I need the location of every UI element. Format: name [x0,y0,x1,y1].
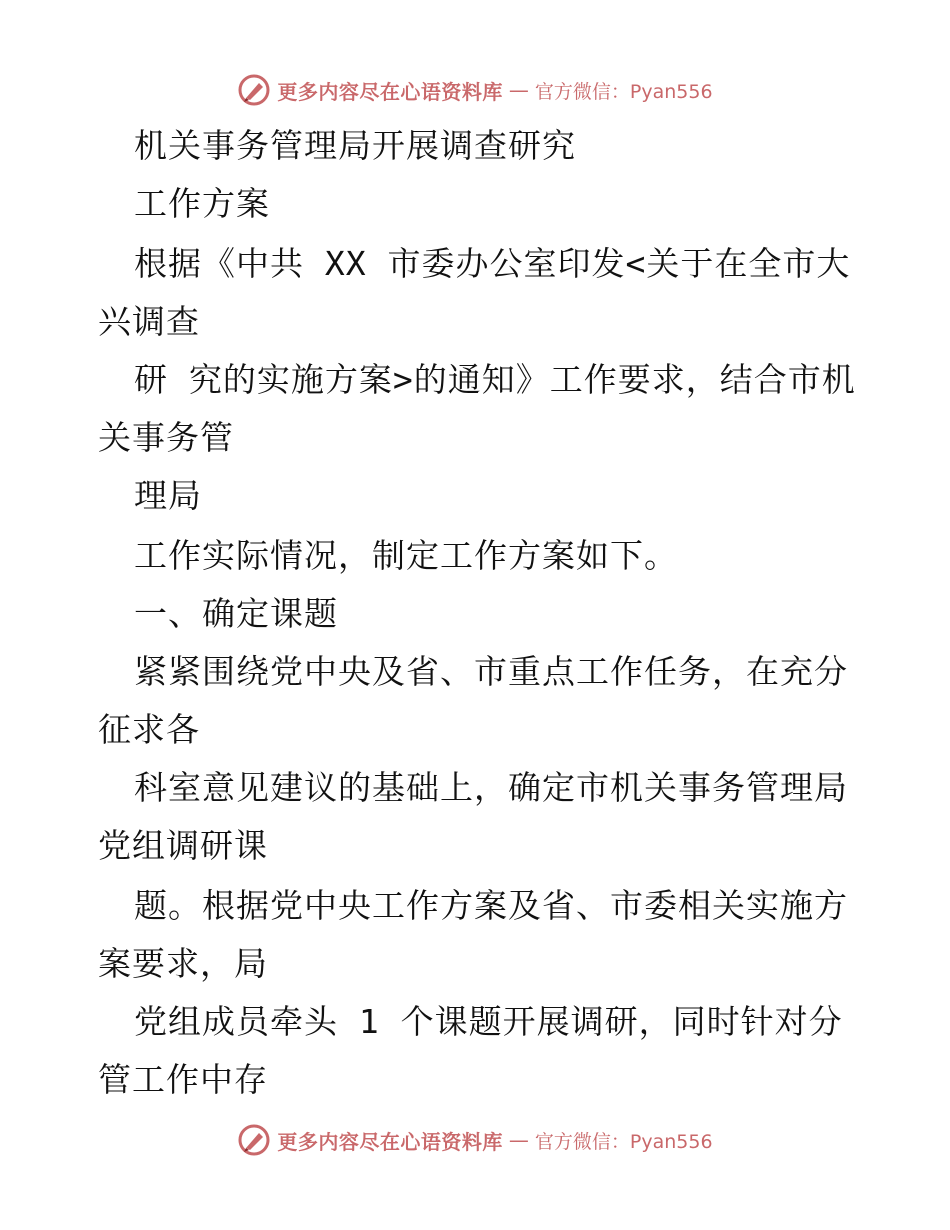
doc-line: 紧紧围绕党中央及省、市重点工作任务，在充分 [134,652,848,691]
doc-line: 科室意见建议的基础上，确定市机关事务管理局 [134,768,848,807]
doc-line: 关事务管 [98,418,234,457]
watermark-left-text: 更多内容尽在心语资料库 [277,1129,503,1154]
doc-line: 党组调研课 [98,826,268,865]
doc-line: 管工作中存 [98,1060,268,1099]
watermark-right-text: 官方微信：Pyan556 [534,80,713,103]
doc-line: 理局 [134,476,202,515]
watermark-right-text: 官方微信：Pyan556 [534,1130,713,1153]
doc-line: 党组成员牵头 1 个课题开展调研，同时针对分 [134,1002,843,1041]
section-heading: 一、确定课题 [134,594,338,633]
watermark-dash: — [508,78,529,102]
watermark-left-text: 更多内容尽在心语资料库 [277,79,503,104]
doc-subtitle: 工作方案 [134,184,270,223]
doc-line: 案要求，局 [98,944,268,983]
pen-logo-icon [237,73,271,107]
pen-logo-icon [237,1123,271,1157]
doc-line: 兴调查 [98,302,200,341]
doc-line: 研 究的实施方案>的通知》工作要求，结合市机 [134,360,856,399]
doc-line: 征求各 [98,710,200,749]
header-watermark [0,68,950,112]
doc-title: 机关事务管理局开展调查研究 [134,126,576,165]
doc-line: 工作实际情况，制定工作方案如下。 [134,536,678,575]
doc-line: 题。根据党中央工作方案及省、市委相关实施方 [134,886,848,925]
footer-watermark [0,1118,950,1162]
doc-line: 根据《中共 XX 市委办公室印发<关于在全市大 [134,244,851,283]
watermark-dash: — [508,1128,529,1152]
